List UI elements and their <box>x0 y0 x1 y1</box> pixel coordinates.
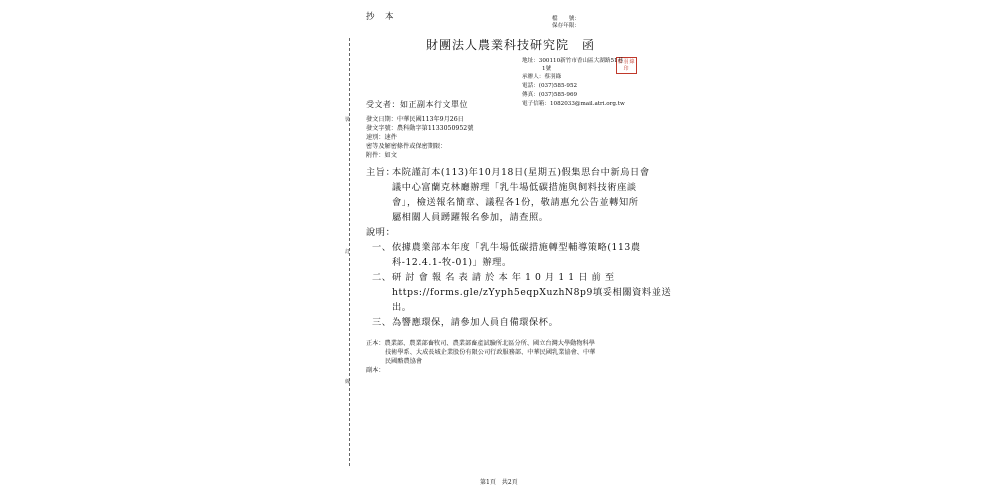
page-footer: 第1頁 共2頁 <box>480 479 518 486</box>
item-line: 出。 <box>392 302 412 313</box>
seal-text: 蔡羽綠印 <box>617 59 636 72</box>
fax: 傳真：(037)585-969 <box>522 92 578 98</box>
cc-main-line-3: 民國酪農協會 <box>385 358 423 365</box>
retention-label: 保存年限： <box>552 23 580 29</box>
issue-date: 發文日期：中華民國113年9月26日 <box>366 116 464 123</box>
item-line-link: https://forms.gle/zYyph5eqpXuzhN8p9填妥相關資料並送 <box>392 287 672 298</box>
attachment: 附件：如文 <box>366 152 397 159</box>
address-line-2: 1號 <box>542 66 552 72</box>
explanation-label: 說明： <box>366 227 396 238</box>
security-level: 密等及解密條件或保密期限： <box>366 143 447 150</box>
item-line: 為響應環保，請參加人員自備環保杯。 <box>392 317 559 328</box>
cc-main-line-2: 技術學系、大成長城企業股份有限公司行政服務部、中華民國乳業協會、中華 <box>385 349 596 356</box>
address-line-1: 地址：300110新竹市香山區大湖路51巷 <box>522 58 624 64</box>
subject-line: 本院謹訂本(113)年10月18日(星期五)假集思台中新烏日會 <box>392 167 650 178</box>
binding-mark-1: 裝 <box>345 117 351 123</box>
item-number: 三、 <box>372 317 392 328</box>
org-title: 財團法人農業科技研究院 函 <box>426 38 596 52</box>
cc-copy: 副本： <box>366 367 385 374</box>
item-number: 二、 <box>372 272 392 283</box>
subject-line: 議中心富蘭克林廳辦理「乳牛場低碳措施與飼料技術座談 <box>392 182 637 193</box>
item-number: 一、 <box>372 242 392 253</box>
contact-person: 承辦人：蔡羽綠 <box>522 74 562 80</box>
phone: 電話：(037)585-952 <box>522 83 578 89</box>
item-line: 研 討 會 報 名 表 請 於 本 年 1 0 月 1 1 日 前 至 <box>392 272 615 283</box>
recipient: 受文者：如正副本行文單位 <box>366 100 468 109</box>
binding-mark-2: 訂 <box>345 249 351 255</box>
copy-mark: 抄 本 <box>366 12 395 22</box>
cc-main-line-1: 正本：農業部、農業部畜牧司、農業部畜產試驗所北區分所、國立台灣大學動物科學 <box>366 340 595 347</box>
item-line: 科-12.4.1-牧-01)」辦理。 <box>392 257 512 268</box>
file-number-label: 檔 號： <box>552 16 580 22</box>
doc-number: 發文字號：農科動字第1133050952號 <box>366 125 474 132</box>
speed-class: 速別：速件 <box>366 134 397 141</box>
subject-line: 會」，檢送報名簡章、議程各1份，敬請惠允公告並轉知所 <box>392 197 639 208</box>
binding-mark-3: 線 <box>345 379 351 385</box>
subject-label: 主旨： <box>366 167 396 178</box>
email: 電子信箱：1082033@mail.atri.org.tw <box>522 101 625 107</box>
item-line: 依據農業部本年度「乳牛場低碳措施轉型輔導策略(113農 <box>392 242 641 253</box>
subject-line: 屬相關人員踴躍報名參加，請查照。 <box>392 212 549 223</box>
